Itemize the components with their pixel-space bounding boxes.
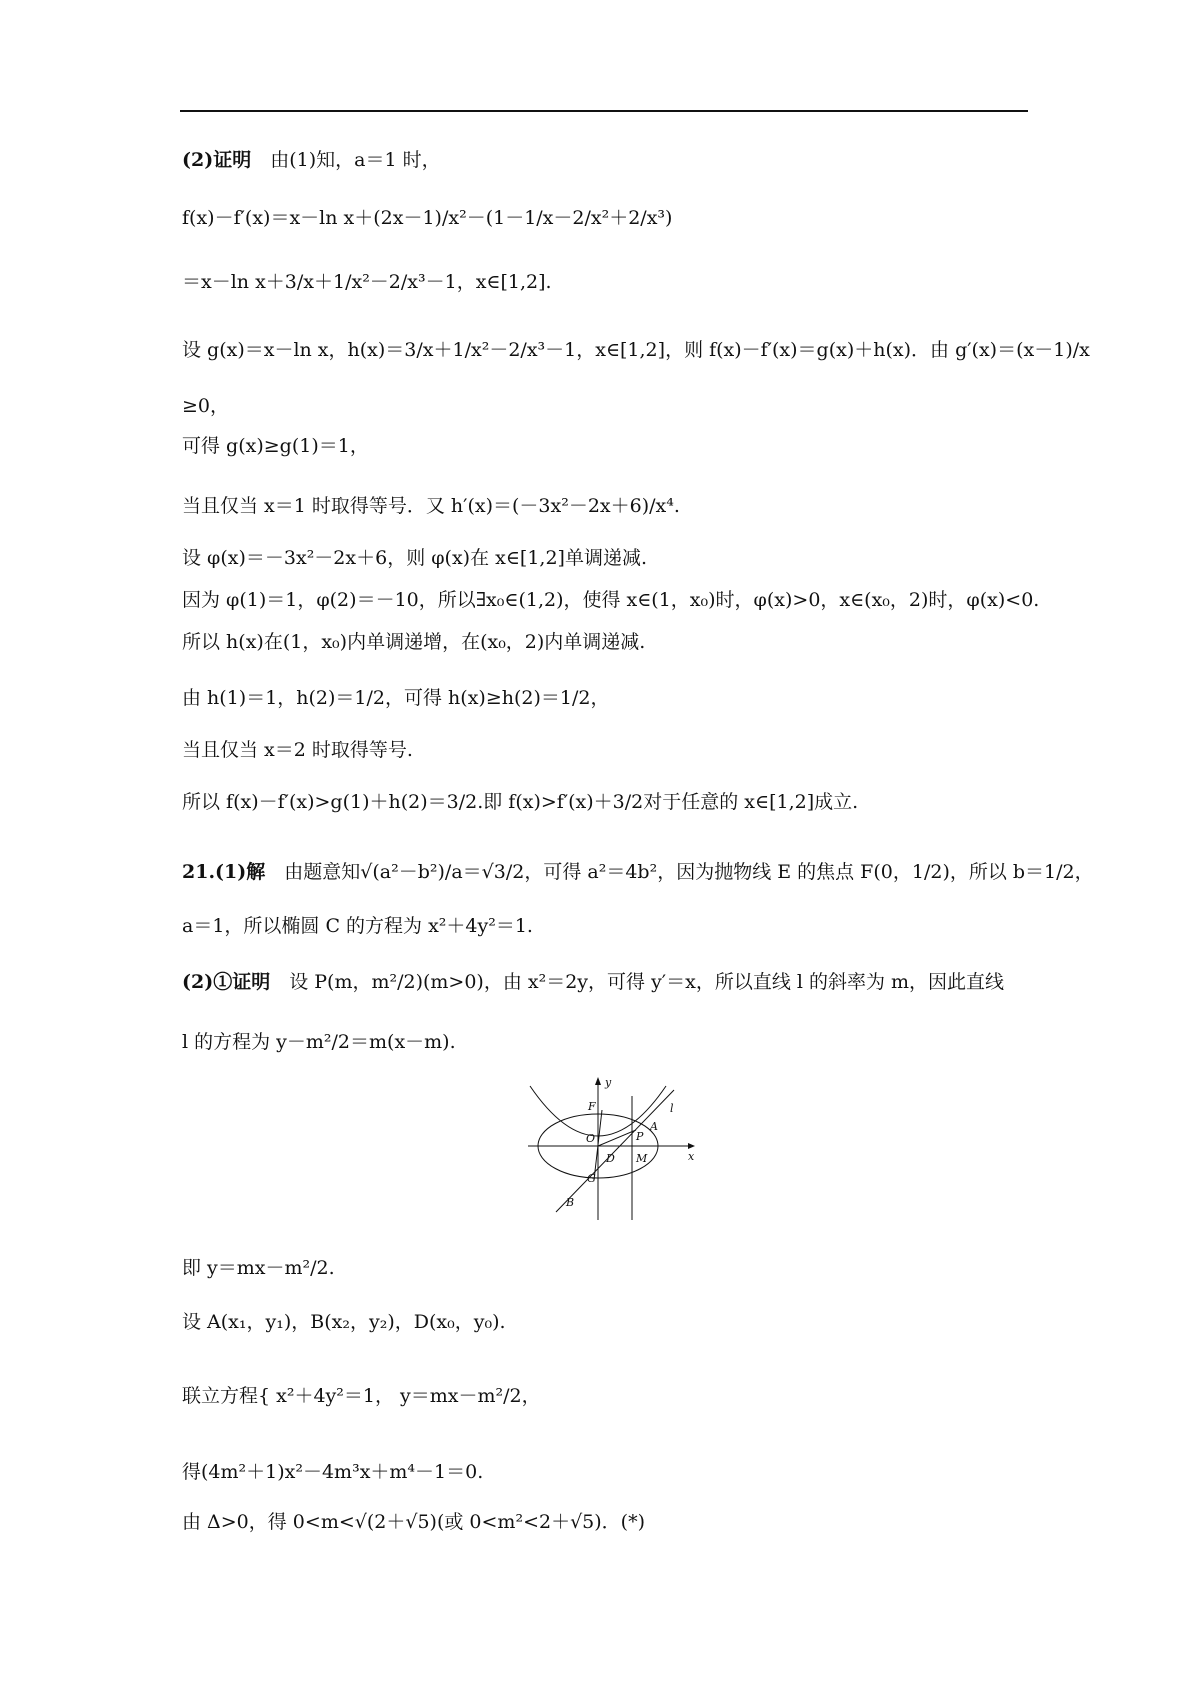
y-axis-arrow [595,1077,601,1085]
line-l [556,1090,674,1212]
section-head: (2)①证明 [182,971,271,993]
text-line-7: 当且仅当 x＝1 时取得等号．又 h′(x)＝(－3x²－2x＋6)/x⁴. [182,495,680,517]
label-f: F [588,1100,596,1113]
label-l: l [670,1102,674,1115]
x-axis-arrow [688,1143,695,1149]
label-g: G [587,1172,596,1185]
text-line-15: a＝1，所以椭圆 C 的方程为 x²＋4y²＝1. [182,915,533,937]
label-b: B [566,1196,575,1209]
text-line-18: 即 y＝mx－m²/2. [182,1257,335,1279]
text-line-10: 所以 h(x)在(1，x₀)内单调递增，在(x₀，2)内单调递减. [182,631,646,653]
text-line-16: (2)①证明 设 P(m，m²/2)(m>0)，由 x²＝2y，可得 y′＝x，所以直线 l 的斜率为 m，因此直线 [182,971,1005,993]
label-x: x [688,1150,695,1163]
text-line-8: 设 φ(x)＝－3x²－2x＋6，则 φ(x)在 x∈[1,2]单调递减. [182,547,647,569]
text-line-9: 因为 φ(1)＝1，φ(2)＝－10，所以∃x₀∈(1,2)，使得 x∈(1，x₀)时，φ(x)>0，x∈(x₀，2)时，φ(x)<0. [182,589,1040,611]
text-line-3: ＝x－ln x＋3/x＋1/x²－2/x³－1，x∈[1,2]. [182,271,552,293]
text-line-13: 所以 f(x)－f′(x)>g(1)＋h(2)＝3/2.即 f(x)>f′(x)＋3/2对于任意的 x∈[1,2]成立. [182,791,859,813]
text-line-14: 21.(1)解 由题意知√(a²－b²)/a＝√3/2，可得 a²＝4b²，因为抛物线 E 的焦点 F(0，1/2)，所以 b＝1/2， [182,861,1094,883]
label-m: M [636,1152,648,1165]
text-line-5: ≥0， [182,395,230,417]
label-p: P [636,1130,644,1143]
geometry-figure [528,1076,696,1222]
text-line-11: 由 h(1)＝1，h(2)＝1/2，可得 h(x)≥h(2)＝1/2， [182,687,610,709]
text-line-6: 可得 g(x)≥g(1)＝1， [182,435,369,457]
text-line-22: 由 Δ>0，得 0<m<√(2＋√5)(或 0<m²<2＋√5)．(*) [182,1511,646,1533]
label-o: O [586,1132,596,1145]
text-line-4: 设 g(x)＝x－ln x，h(x)＝3/x＋1/x²－2/x³－1，x∈[1,2]，则 f(x)－f′(x)＝g(x)＋h(x)．由 g′(x)＝(x－1)/x [182,339,1090,361]
text-line-17: l 的方程为 y－m²/2＝m(x－m). [182,1031,456,1053]
text-line-1: (2)证明 由(1)知，a＝1 时， [182,149,441,171]
label-y: y [605,1076,612,1089]
label-d: D [606,1152,615,1165]
label-a: A [650,1120,658,1133]
text-line-2: f(x)－f′(x)＝x－ln x＋(2x－1)/x²－(1－1/x－2/x²＋2/x³) [182,207,673,229]
header-rule [180,110,1028,112]
text-line-20: 联立方程{ x²＋4y²＝1， y＝mx－m²/2， [182,1385,541,1407]
section-head: 21.(1)解 [182,861,266,883]
text-line-12: 当且仅当 x＝2 时取得等号. [182,739,413,761]
section-head: (2)证明 [182,149,252,171]
text-line-19: 设 A(x₁，y₁)，B(x₂，y₂)，D(x₀，y₀). [182,1311,506,1333]
text-line-21: 得(4m²＋1)x²－4m³x＋m⁴－1＝0. [182,1461,484,1483]
